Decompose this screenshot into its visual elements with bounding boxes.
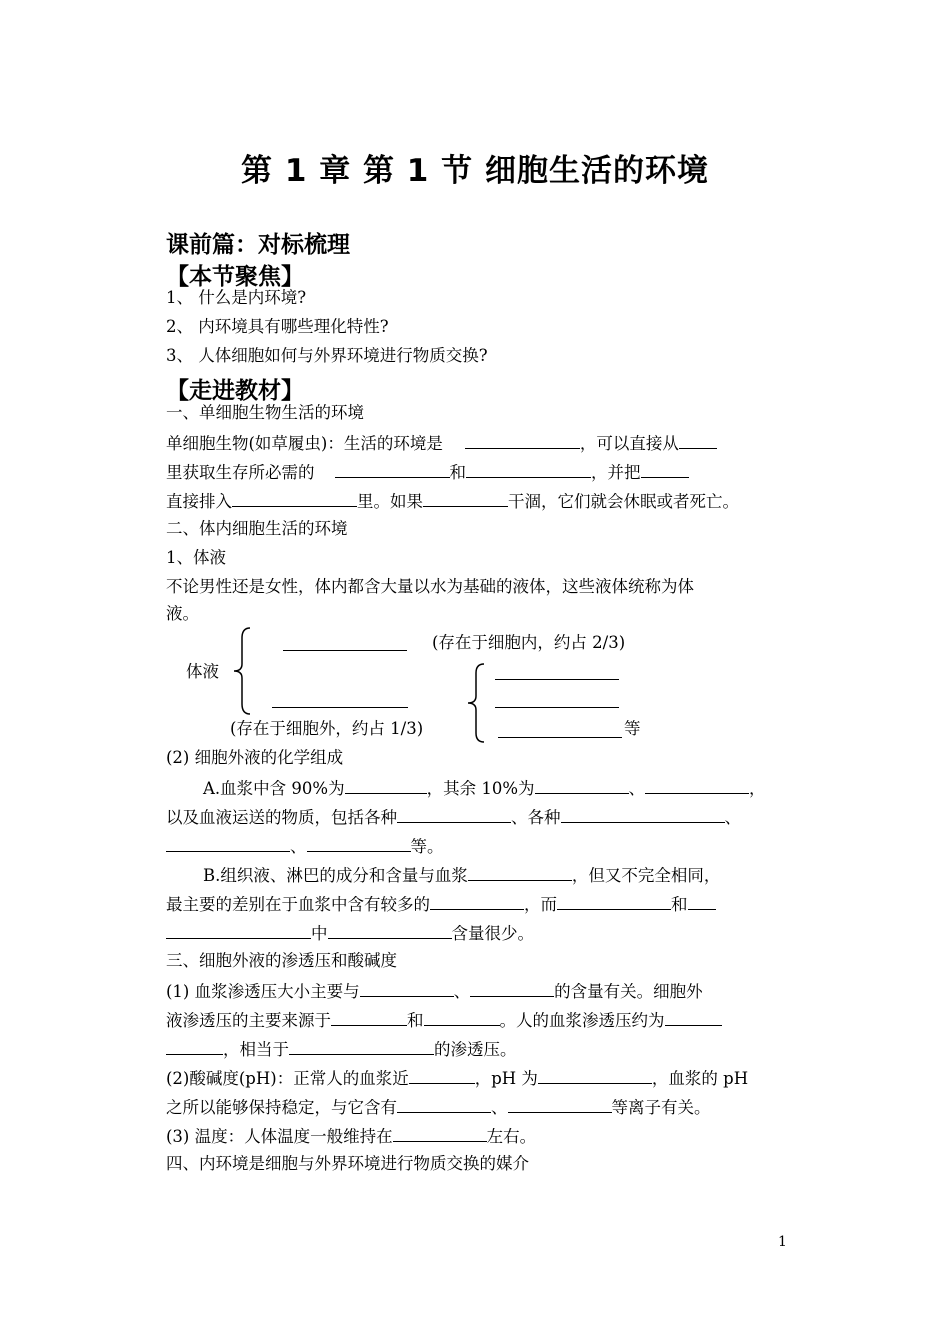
fill-blank[interactable]	[331, 1008, 407, 1026]
blank-intracellular-fluid[interactable]	[283, 650, 407, 651]
page-number: 1	[778, 1234, 787, 1250]
fill-blank[interactable]	[335, 460, 450, 478]
fill-blank[interactable]	[538, 1066, 652, 1084]
fill-blank[interactable]	[535, 776, 629, 794]
fill-blank[interactable]	[424, 1008, 500, 1026]
part2-desc-line-2: 液。	[166, 604, 199, 623]
composition-a-line-2: 以及血液运送的物质，包括各种 、各种 、	[166, 805, 741, 829]
fill-blank[interactable]	[232, 489, 357, 507]
composition-b-line-1: B.组织液、淋巴的成分和含量与血浆 ，但又不完全相同，	[203, 863, 720, 887]
part4-heading: 四、内环境是细胞与外界环境进行物质交换的媒介	[166, 1154, 529, 1173]
blank-extracellular-component-2[interactable]	[495, 707, 619, 708]
part3-line-4: (2)酸碱度(pH)：正常人的血浆近 ，pH 为 ，血浆的 pH	[166, 1066, 748, 1090]
part3-line-3: ，相当于 的渗透压。	[166, 1037, 517, 1061]
extracellular-note: (存在于细胞外，约占 1/3)	[230, 719, 424, 738]
composition-b-line-2: 最主要的差别在于血浆中含有较多的 ，而 和	[166, 892, 716, 916]
part3-line-2: 液渗透压的主要来源于 和 。人的血浆渗透压约为	[166, 1008, 722, 1032]
fill-blank[interactable]	[397, 1095, 491, 1113]
fill-blank[interactable]	[409, 1066, 475, 1084]
fill-blank[interactable]	[645, 776, 749, 794]
fill-blank[interactable]	[561, 805, 725, 823]
part3-line-1: (1) 血浆渗透压大小主要与 、 的含量有关。细胞外	[166, 979, 703, 1003]
focus-question-3: 3、 人体细胞如何与外界环境进行物质交换?	[166, 346, 488, 365]
part3-line-6: (3) 温度：人体温度一般维持在 左右。	[166, 1124, 536, 1148]
fill-blank[interactable]	[468, 863, 572, 881]
page-title: 第 1 章 第 1 节 细胞生活的环境	[241, 153, 709, 189]
fill-blank[interactable]	[345, 776, 427, 794]
fill-blank[interactable]	[641, 460, 689, 478]
fill-blank[interactable]	[679, 431, 717, 449]
part2-subheading-composition: (2) 细胞外液的化学组成	[166, 748, 344, 767]
intracellular-note: (存在于细胞内，约占 2/3)	[432, 633, 626, 652]
fill-blank[interactable]	[289, 1037, 434, 1055]
part1-heading: 一、单细胞生物生活的环境	[166, 403, 364, 422]
part1-line-1: 单细胞生物(如草履虫)：生活的环境是 ，可以直接从	[166, 431, 717, 455]
section-heading: 课前篇：对标梳理	[166, 232, 350, 258]
fill-blank[interactable]	[430, 892, 524, 910]
fill-blank[interactable]	[557, 892, 671, 910]
fill-blank[interactable]	[393, 1124, 487, 1142]
fill-blank[interactable]	[508, 1095, 612, 1113]
focus-question-2: 2、 内环境具有哪些理化特性?	[166, 317, 389, 336]
fill-blank[interactable]	[360, 979, 454, 997]
composition-a-line-3: 、 等。	[166, 834, 444, 858]
part2-heading: 二、体内细胞生活的环境	[166, 519, 348, 538]
fill-blank[interactable]	[397, 805, 511, 823]
part3-heading: 三、细胞外液的渗透压和酸碱度	[166, 951, 397, 970]
fill-blank[interactable]	[466, 460, 591, 478]
fill-blank[interactable]	[465, 431, 580, 449]
fill-blank[interactable]	[307, 834, 411, 852]
diagram-etc-label: 等	[624, 719, 641, 738]
part2-desc-line-1: 不论男性还是女性，体内都含大量以水为基础的液体，这些液体统称为体	[166, 577, 694, 596]
diagram-root-label: 体液	[186, 662, 219, 681]
fill-blank[interactable]	[166, 1037, 223, 1055]
part3-line-5: 之所以能够保持稳定，与它含有 、 等离子有关。	[166, 1095, 711, 1119]
part2-subheading-body-fluid: 1、体液	[166, 548, 226, 567]
fill-blank[interactable]	[328, 921, 452, 939]
fill-blank[interactable]	[166, 834, 290, 852]
part1-line-2: 里获取生存所必需的 和 ，并把	[166, 460, 689, 484]
blank-extracellular-fluid[interactable]	[272, 707, 408, 708]
composition-a-line-1: A.血浆中含 90%为 ，其余 10%为 、 ，	[203, 776, 766, 800]
focus-question-1: 1、 什么是内环境?	[166, 288, 307, 307]
textbook-heading: 【走进教材】	[166, 378, 304, 404]
focus-heading: 【本节聚焦】	[166, 264, 304, 290]
fill-blank[interactable]	[470, 979, 554, 997]
fill-blank[interactable]	[688, 892, 716, 910]
blank-extracellular-component-3[interactable]	[498, 737, 622, 738]
part1-line-3: 直接排入 里。如果 干涸，它们就会休眠或者死亡。	[166, 489, 739, 513]
blank-extracellular-component-1[interactable]	[495, 679, 619, 680]
outer-brace-icon	[228, 624, 258, 718]
composition-b-line-3: 中 含量很少。	[166, 921, 534, 945]
inner-brace-icon	[462, 660, 492, 746]
fill-blank[interactable]	[665, 1008, 722, 1026]
fill-blank[interactable]	[166, 921, 311, 939]
fill-blank[interactable]	[423, 489, 508, 507]
